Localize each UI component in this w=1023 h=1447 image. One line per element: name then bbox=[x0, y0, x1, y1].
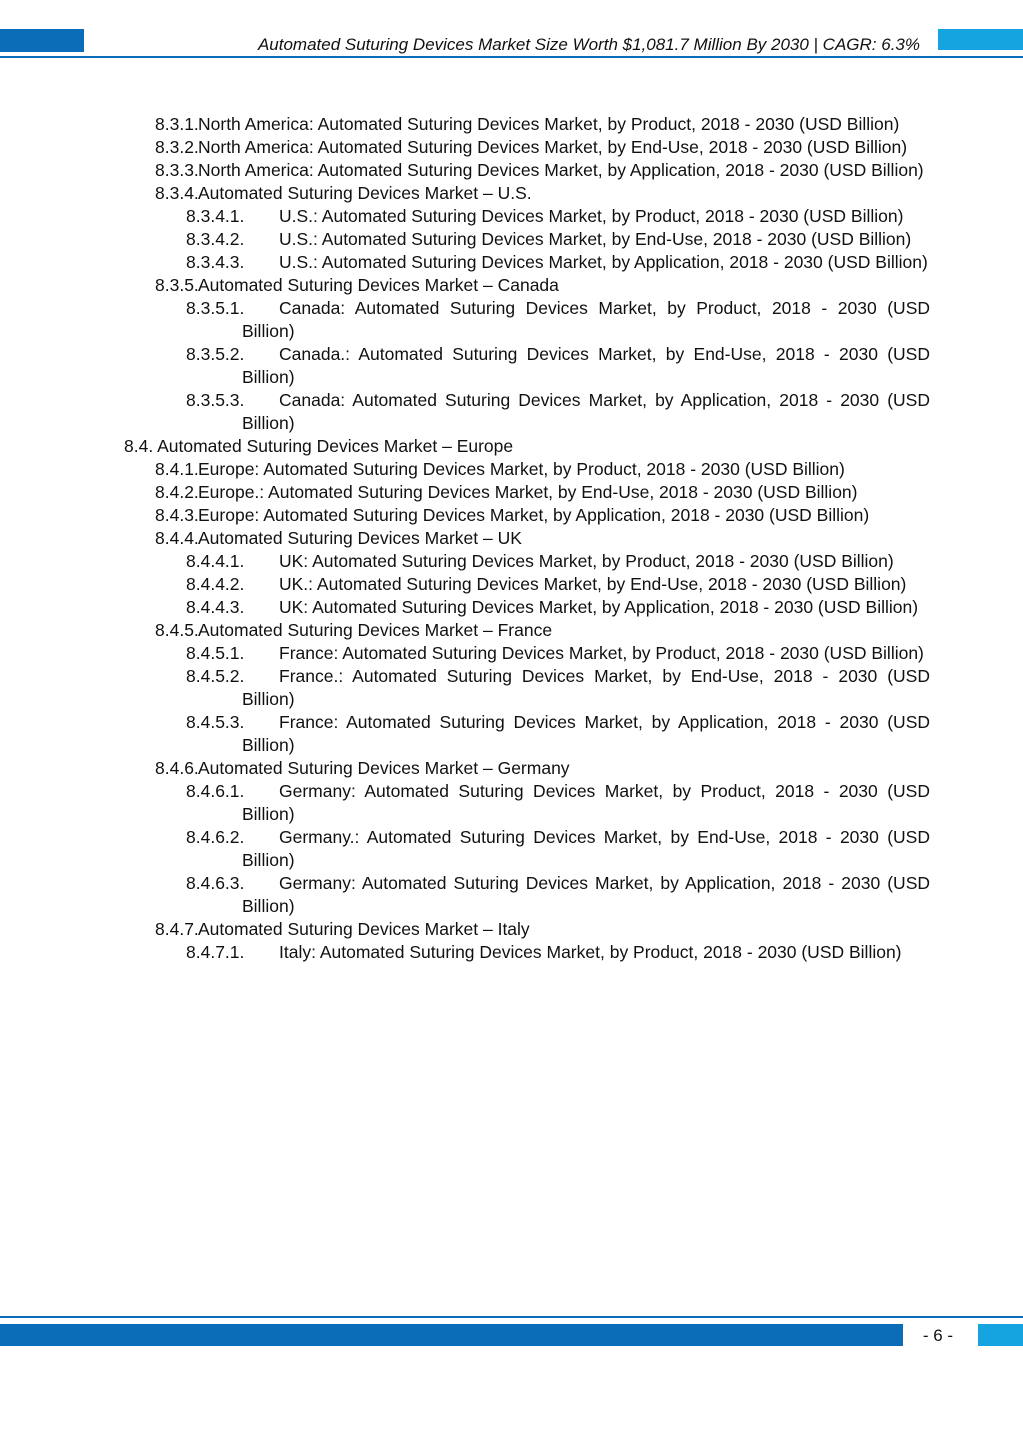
toc-entry bbox=[0, 251, 930, 274]
toc-entry-number: 8.4.2. bbox=[155, 482, 199, 502]
toc-entry bbox=[0, 619, 930, 642]
toc-entry-number: 8.4.7.1. bbox=[186, 942, 245, 962]
page-number: - 6 - bbox=[922, 1326, 954, 1345]
toc-entry-number: 8.3.1. bbox=[155, 114, 199, 134]
footer-accent-block-right bbox=[978, 1324, 1023, 1346]
footer-accent-bar bbox=[0, 1324, 903, 1346]
toc-entry bbox=[0, 205, 930, 228]
toc-entry-number: 8.3.4. bbox=[155, 183, 199, 203]
toc-entry-text: Automated Suturing Devices Market – Germany bbox=[198, 758, 570, 778]
toc-entry-number: 8.4.4. bbox=[155, 528, 199, 548]
toc-entry-number: 8.4.6.2. bbox=[186, 827, 245, 847]
toc-entry-number: 8.3.5. bbox=[155, 275, 199, 295]
toc-entry-number: 8.4.7. bbox=[155, 919, 199, 939]
toc-entry-text: U.S.: Automated Suturing Devices Market, by Product, 2018 - 2030 (USD Billion) bbox=[279, 206, 904, 226]
toc-entry bbox=[0, 527, 930, 550]
toc-entry bbox=[0, 274, 930, 297]
toc-entry-number: 8.4.4.2. bbox=[186, 574, 245, 594]
toc-entry bbox=[0, 872, 930, 918]
toc-entry-number: 8.3.4.2. bbox=[186, 229, 245, 249]
toc-entry-text: Europe: Automated Suturing Devices Market, by Application, 2018 - 2030 (USD Billion) bbox=[198, 505, 870, 525]
toc-entry-text: North America: Automated Suturing Devices Market, by Application, 2018 - 2030 (USD Billion) bbox=[198, 160, 924, 180]
toc-entry-number: 8.4.5.3. bbox=[186, 712, 245, 732]
toc-entry bbox=[0, 780, 930, 826]
toc-entry-number: 8.3.4.1. bbox=[186, 206, 245, 226]
toc-entry bbox=[124, 435, 930, 458]
toc-entry-text: Canada: Automated Suturing Devices Market, by Product, 2018 - 2030 (USD Billion) bbox=[242, 298, 930, 341]
toc-entry-text: Italy: Automated Suturing Devices Market, by Product, 2018 - 2030 (USD Billion) bbox=[279, 942, 902, 962]
toc-entry bbox=[0, 711, 930, 757]
toc-entry-text: Germany: Automated Suturing Devices Market, by Application, 2018 - 2030 (USD Billion) bbox=[242, 873, 930, 916]
header-rule bbox=[0, 56, 1023, 58]
toc-entry bbox=[0, 596, 930, 619]
toc-entry-number: 8.4.5. bbox=[155, 620, 199, 640]
toc-entry-number: 8.3.3. bbox=[155, 160, 199, 180]
toc-entry bbox=[0, 826, 930, 872]
toc-entry-text: U.S.: Automated Suturing Devices Market, by End-Use, 2018 - 2030 (USD Billion) bbox=[279, 229, 912, 249]
header-accent-block-right bbox=[938, 29, 1023, 50]
toc-entry bbox=[0, 941, 930, 964]
toc-entry-text: Europe.: Automated Suturing Devices Market, by End-Use, 2018 - 2030 (USD Billion) bbox=[198, 482, 858, 502]
toc-entry-text: France: Automated Suturing Devices Market, by Application, 2018 - 2030 (USD Billion) bbox=[242, 712, 930, 755]
toc-entry-number: 8.3.5.1. bbox=[186, 298, 245, 318]
toc-entry-number: 8.3.4.3. bbox=[186, 252, 245, 272]
toc-entry-text: Automated Suturing Devices Market – UK bbox=[198, 528, 522, 548]
toc-entry-text: France.: Automated Suturing Devices Market, by End-Use, 2018 - 2030 (USD Billion) bbox=[242, 666, 930, 709]
toc-entry-text: UK: Automated Suturing Devices Market, by Application, 2018 - 2030 (USD Billion) bbox=[279, 597, 919, 617]
toc-entry bbox=[0, 757, 930, 780]
toc-entry-text: Germany.: Automated Suturing Devices Market, by End-Use, 2018 - 2030 (USD Billion) bbox=[242, 827, 930, 870]
toc-entry bbox=[0, 228, 930, 251]
toc-entry-number: 8.4. bbox=[124, 436, 154, 456]
toc-entry-number: 8.4.5.1. bbox=[186, 643, 245, 663]
toc-entry bbox=[0, 182, 930, 205]
toc-entry-text: Canada.: Automated Suturing Devices Market, by End-Use, 2018 - 2030 (USD Billion) bbox=[242, 344, 930, 387]
toc-entry-number: 8.4.1. bbox=[155, 459, 199, 479]
toc-entry bbox=[0, 665, 930, 711]
header-accent-block-left bbox=[0, 29, 84, 52]
toc-entry bbox=[0, 159, 930, 182]
toc-entry-text: Automated Suturing Devices Market – U.S. bbox=[198, 183, 532, 203]
toc-entry-text: Automated Suturing Devices Market – Canada bbox=[198, 275, 559, 295]
toc-entry-number: 8.4.5.2. bbox=[186, 666, 245, 686]
toc-entry-text: North America: Automated Suturing Devices Market, by End-Use, 2018 - 2030 (USD Billion) bbox=[198, 137, 908, 157]
toc-entry bbox=[0, 918, 930, 941]
toc-entry bbox=[0, 343, 930, 389]
toc-entry-text: Canada: Automated Suturing Devices Market, by Application, 2018 - 2030 (USD Billion) bbox=[242, 390, 930, 433]
toc-entry-text: North America: Automated Suturing Devices Market, by Product, 2018 - 2030 (USD Billion) bbox=[198, 114, 900, 134]
toc-entry-number: 8.3.5.3. bbox=[186, 390, 245, 410]
toc-entry-number: 8.3.5.2. bbox=[186, 344, 245, 364]
toc-entry-number: 8.4.4.1. bbox=[186, 551, 245, 571]
table-of-contents bbox=[0, 113, 1023, 964]
toc-entry-text: Automated Suturing Devices Market – Europe bbox=[157, 436, 514, 456]
toc-entry-number: 8.4.3. bbox=[155, 505, 199, 525]
toc-entry bbox=[0, 136, 930, 159]
toc-entry-text: Automated Suturing Devices Market – France bbox=[198, 620, 553, 640]
toc-entry-number: 8.4.6.1. bbox=[186, 781, 245, 801]
toc-entry-text: Germany: Automated Suturing Devices Market, by Product, 2018 - 2030 (USD Billion) bbox=[242, 781, 930, 824]
toc-entry bbox=[0, 504, 930, 527]
toc-entry bbox=[0, 389, 930, 435]
toc-entry-text: France: Automated Suturing Devices Market, by Product, 2018 - 2030 (USD Billion) bbox=[279, 643, 924, 663]
toc-entry bbox=[0, 458, 930, 481]
toc-entry-text: U.S.: Automated Suturing Devices Market, by Application, 2018 - 2030 (USD Billion) bbox=[279, 252, 928, 272]
toc-entry bbox=[0, 642, 930, 665]
toc-entry-number: 8.3.2. bbox=[155, 137, 199, 157]
toc-entry bbox=[0, 113, 930, 136]
toc-entry bbox=[0, 573, 930, 596]
toc-entry-number: 8.4.6. bbox=[155, 758, 199, 778]
toc-entry bbox=[0, 550, 930, 573]
toc-entry-number: 8.4.6.3. bbox=[186, 873, 245, 893]
toc-entry bbox=[0, 481, 930, 504]
toc-entry-text: Automated Suturing Devices Market – Italy bbox=[198, 919, 530, 939]
toc-entry bbox=[0, 297, 930, 343]
toc-entry-text: Europe: Automated Suturing Devices Market, by Product, 2018 - 2030 (USD Billion) bbox=[198, 459, 845, 479]
toc-entry-number: 8.4.4.3. bbox=[186, 597, 245, 617]
toc-entry-text: UK: Automated Suturing Devices Market, by Product, 2018 - 2030 (USD Billion) bbox=[279, 551, 894, 571]
toc-entry-text: UK.: Automated Suturing Devices Market, by End-Use, 2018 - 2030 (USD Billion) bbox=[279, 574, 907, 594]
footer-rule bbox=[0, 1316, 1023, 1318]
page-header-title: Automated Suturing Devices Market Size Worth $1,081.7 Million By 2030 | CAGR: 6.3% bbox=[257, 35, 920, 54]
